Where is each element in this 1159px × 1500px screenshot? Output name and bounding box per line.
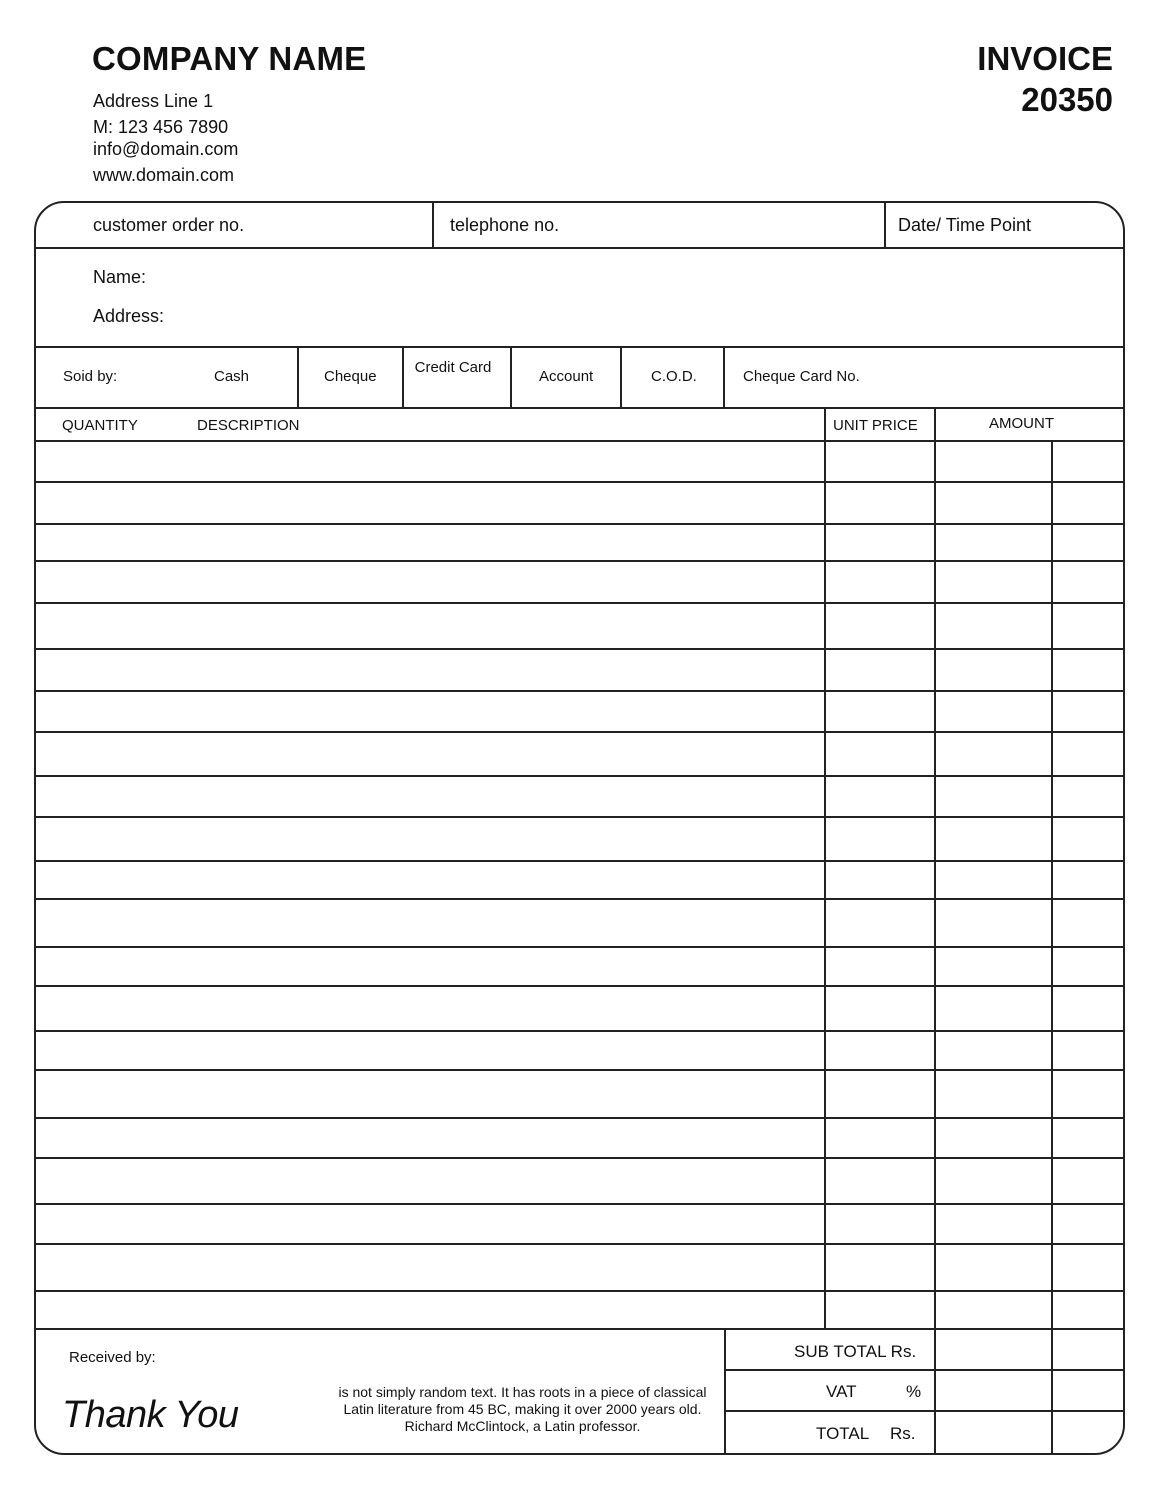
totals-box-line [724,1329,726,1453]
amount-cents-column-line [1051,440,1053,1453]
divider [723,347,725,407]
item-row-line [35,775,1124,777]
item-row-line [35,1203,1124,1205]
item-row-line [35,523,1124,525]
item-row-line [35,602,1124,604]
sold-by-label: Soid by: [63,368,118,385]
item-row-line [35,1117,1124,1119]
divider [35,346,1124,348]
divider [620,347,622,407]
item-row-line [35,1030,1124,1032]
total-currency-label: Rs. [890,1424,916,1443]
item-row-line [35,560,1124,562]
payment-credit-card-option[interactable]: Credit Card [414,359,492,376]
date-time-field[interactable]: Date/ Time Point [898,215,1032,235]
totals-row-line [725,1410,1124,1412]
company-email: info@domain.com [93,139,239,159]
invoice-title: INVOICE [977,40,1113,77]
company-website: www.domain.com [93,165,235,185]
item-row-line [35,816,1124,818]
item-row-line [35,946,1124,948]
item-row-line [35,690,1124,692]
customer-name-field[interactable]: Name: [93,267,147,287]
customer-address-field[interactable]: Address: [93,306,165,326]
unit-price-column-header: UNIT PRICE [833,417,918,434]
item-row-line [35,1157,1124,1159]
amount-column-line [934,408,936,1453]
company-address: Address Line 1 [93,91,214,111]
invoice-number: 20350 [1021,81,1113,118]
item-row-line [35,898,1124,900]
unit-price-column-line [824,408,826,1328]
item-row-line [35,440,1124,442]
item-row-line [35,648,1124,650]
payment-cash-option[interactable]: Cash [214,368,250,385]
item-row-line [35,1243,1124,1245]
item-row-line [35,731,1124,733]
payment-cod-option[interactable]: C.O.D. [651,368,697,385]
customer-order-field[interactable]: customer order no. [93,215,245,235]
vat-percent-label: % [906,1382,922,1401]
totals-row-line [725,1369,1124,1371]
item-row-line [35,1290,1124,1292]
quantity-column-header: QUANTITY [62,417,138,434]
item-row-line [35,481,1124,483]
divider [297,347,299,407]
thank-you-text: Thank You [62,1394,239,1436]
divider [510,347,512,407]
telephone-field[interactable]: telephone no. [450,215,560,235]
item-row-line [35,860,1124,862]
payment-account-option[interactable]: Account [539,368,594,385]
invoice-form-frame [34,201,1125,1455]
item-row-line [35,1069,1124,1071]
divider [432,202,434,248]
divider [35,407,1124,409]
cheque-card-no-field[interactable]: Cheque Card No. [743,368,860,385]
divider [35,247,1124,249]
received-by-label: Received by: [69,1349,156,1366]
divider [402,347,404,407]
company-phone: M: 123 456 7890 [93,117,229,137]
amount-column-header: AMOUNT [989,415,1054,432]
total-label: TOTAL [816,1424,870,1443]
footer-divider [35,1328,1124,1330]
payment-cheque-option[interactable]: Cheque [324,368,377,385]
vat-label: VAT [826,1382,857,1401]
footer-note: is not simply random text. It has roots in a piece of classical Latin literature from 45 BC, making it over 2000 years old. Richard McClintock, a Latin professor. [338,1384,707,1434]
subtotal-label: SUB TOTAL Rs. [794,1342,917,1361]
item-row-line [35,985,1124,987]
company-name: COMPANY NAME [92,40,367,77]
description-column-header: DESCRIPTION [197,417,300,434]
divider [884,202,886,248]
